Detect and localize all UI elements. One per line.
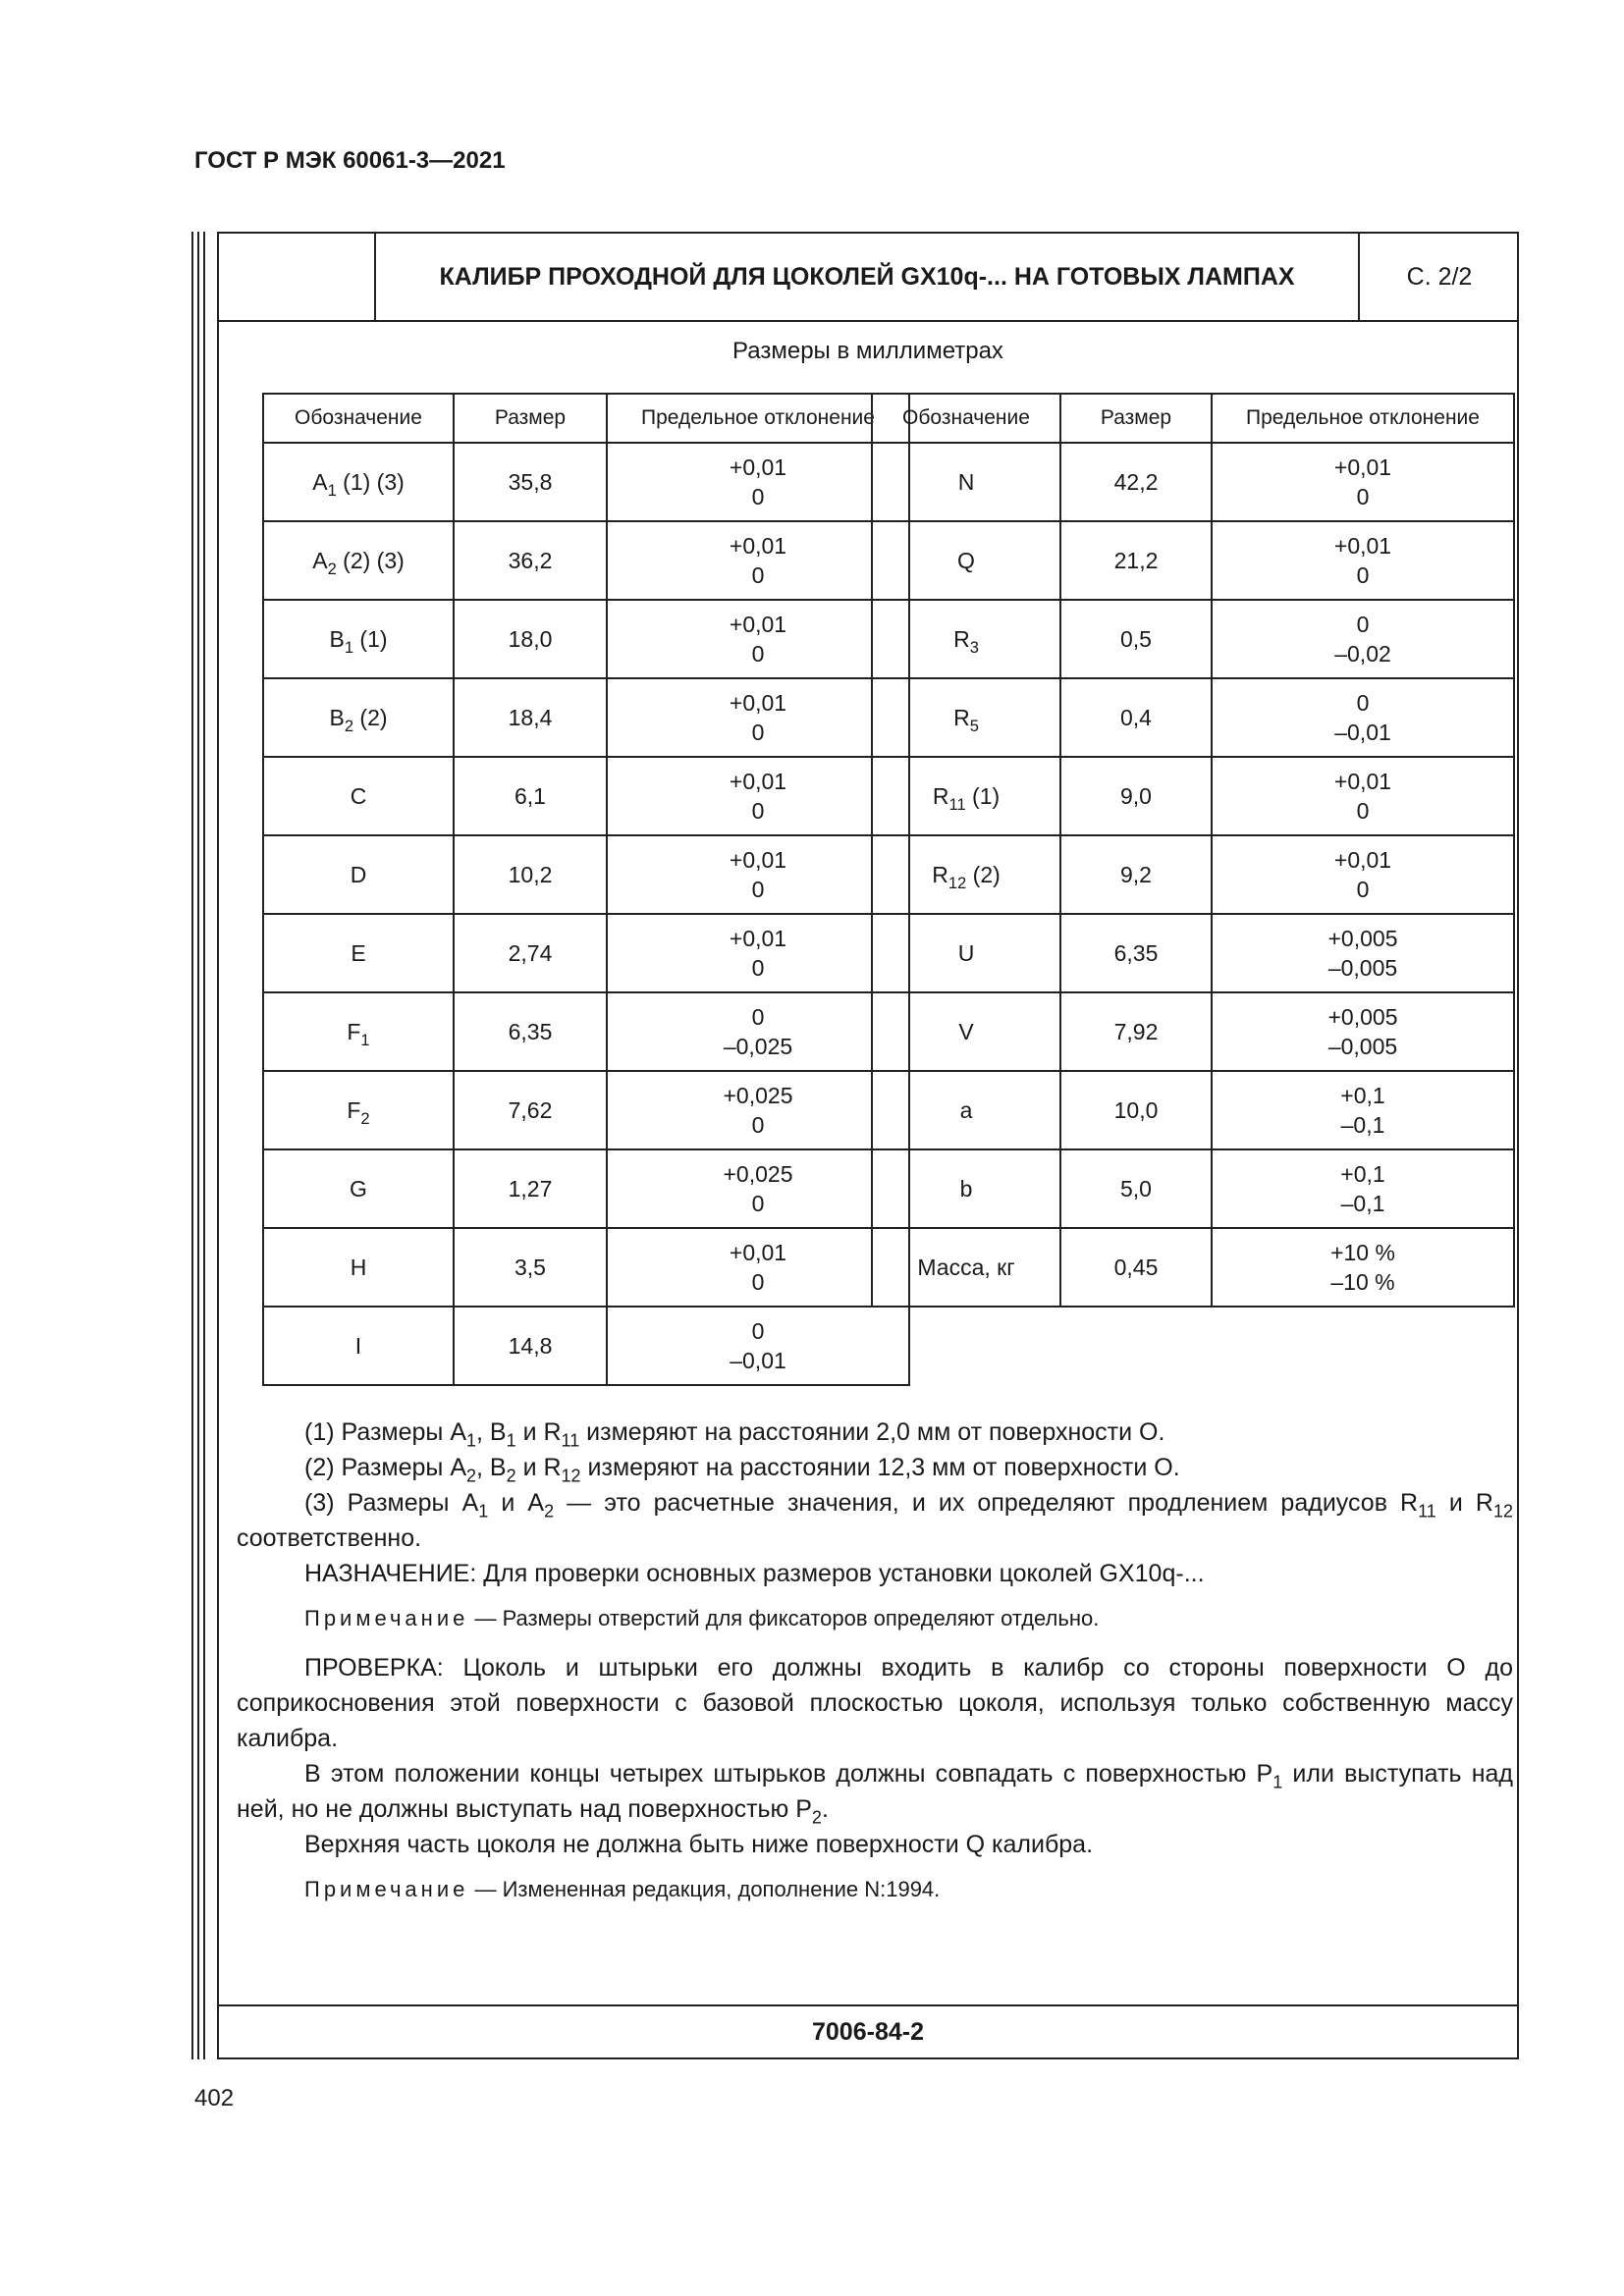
dimensions-table-right [871, 393, 1515, 1308]
deviation-cell [607, 443, 909, 521]
designation-cell: I [263, 1307, 454, 1385]
note-2: Примечание — Измененная редакция, дополнение N:1994. [304, 1877, 941, 1901]
deviation-upper: +0,1 [1340, 1083, 1385, 1108]
deviation-lower: 0 [751, 877, 765, 902]
deviation-upper: 0 [1356, 690, 1370, 716]
table-row [872, 1149, 1514, 1228]
deviation-cell [1212, 678, 1514, 757]
check-text: ПРОВЕРКА: Цоколь и штырьки его должны входить в калибр со стороны поверхности O до соприкосновения этой поверхности с базовой плоскостью цоколя, используя только собственную массу калибра. [237, 1654, 1513, 1752]
deviation-upper: +10 % [1330, 1240, 1395, 1265]
deviation-upper: +0,01 [1333, 454, 1392, 480]
size-cell: 9,2 [1060, 835, 1212, 914]
deviation-upper: +0,01 [729, 847, 787, 873]
table-row [263, 1071, 909, 1149]
deviation-lower: 0 [1356, 484, 1370, 509]
deviation-lower: –0,01 [730, 1348, 786, 1373]
deviation-upper: +0,01 [729, 612, 787, 637]
deviation-cell [607, 1228, 909, 1307]
table-row [872, 678, 1514, 757]
table-row [872, 521, 1514, 600]
size-cell: 10,0 [1060, 1071, 1212, 1149]
position-text: В этом положении концы четырех штырьков должны совпадать с поверхностью $P_1$ или выступать над ней, но не должны выступать над поверхностью $P_2$. [237, 1760, 1514, 1828]
size-cell: 6,35 [1060, 914, 1212, 992]
deviation-upper: +0,01 [729, 454, 787, 480]
notes-block [237, 1415, 1513, 1921]
designation-cell: D [263, 835, 454, 914]
designation-cell: N [872, 443, 1060, 521]
deviation-upper: +0,01 [1333, 769, 1392, 794]
deviation-upper: +0,01 [729, 690, 787, 716]
deviation-cell [607, 757, 909, 835]
title-block [219, 234, 1517, 322]
header-designation: Обозначение [872, 394, 1060, 443]
designation-cell: C [263, 757, 454, 835]
deviation-cell [607, 835, 909, 914]
designation-cell: $R_{11}$ (1) [872, 757, 1060, 835]
table-row [263, 600, 909, 678]
designation-cell: b [872, 1149, 1060, 1228]
table-row [872, 600, 1514, 678]
deviation-cell [607, 914, 909, 992]
deviation-cell [1212, 757, 1514, 835]
header-designation: Обозначение [263, 394, 454, 443]
sheet-title: КАЛИБР ПРОХОДНОЙ ДЛЯ ЦОКОЛЕЙ GX10q-... НА ГОТОВЫХ ЛАМПАХ [376, 234, 1360, 320]
sheet-code: 7006-84-2 [219, 2004, 1517, 2057]
size-cell: 21,2 [1060, 521, 1212, 600]
document-header: ГОСТ Р МЭК 60061-3—2021 [194, 147, 506, 174]
header-size: Размер [1060, 394, 1212, 443]
deviation-lower: 0 [751, 562, 765, 588]
deviation-upper: +0,005 [1327, 1004, 1398, 1030]
deviation-upper: +0,01 [729, 926, 787, 951]
deviation-cell [607, 1307, 909, 1385]
size-cell: 6,1 [454, 757, 607, 835]
note-1: Примечание — Размеры отверстий для фиксаторов определяют отдельно. [304, 1606, 1100, 1630]
table-row [263, 678, 909, 757]
deviation-upper: 0 [751, 1004, 765, 1030]
table-row [872, 1071, 1514, 1149]
deviation-cell [607, 521, 909, 600]
deviation-cell [607, 992, 909, 1071]
designation-cell: $A_2$ (2) (3) [263, 521, 454, 600]
size-cell: 5,0 [1060, 1149, 1212, 1228]
deviation-lower: –0,01 [1334, 720, 1391, 745]
designation-cell: $F_2$ [263, 1071, 454, 1149]
designation-cell: $F_1$ [263, 992, 454, 1071]
table-row [872, 914, 1514, 992]
header-deviation: Предельное отклонение [1212, 394, 1514, 443]
deviation-lower: 0 [751, 641, 765, 667]
deviation-lower: 0 [1356, 562, 1370, 588]
footnote-1: (1) Размеры $A_1$, $B_1$ и $R_{11}$ измеряют на расстоянии 2,0 мм от поверхности O. [304, 1418, 1165, 1451]
table-row [263, 1149, 909, 1228]
deviation-lower: –10 % [1330, 1269, 1395, 1295]
designation-cell: $R_5$ [872, 678, 1060, 757]
deviation-cell [1212, 1228, 1514, 1307]
size-cell: 7,62 [454, 1071, 607, 1149]
size-cell: 1,27 [454, 1149, 607, 1228]
table-row [263, 835, 909, 914]
designation-cell: H [263, 1228, 454, 1307]
size-cell: 3,5 [454, 1228, 607, 1307]
footnote-2: (2) Размеры $A_2$, $B_2$ и $R_{12}$ измеряют на расстоянии 12,3 мм от поверхности O. [304, 1454, 1180, 1486]
designation-cell: G [263, 1149, 454, 1228]
margin-line [191, 232, 193, 2059]
dimensions-table-left [262, 393, 910, 1386]
deviation-lower: 0 [751, 1112, 765, 1138]
deviation-lower: –0,005 [1327, 1034, 1398, 1059]
deviation-lower: 0 [751, 798, 765, 824]
size-cell: 35,8 [454, 443, 607, 521]
deviation-lower: –0,1 [1340, 1191, 1385, 1216]
deviation-upper: +0,1 [1340, 1161, 1385, 1187]
deviation-cell [1212, 1149, 1514, 1228]
deviation-lower: –0,02 [1334, 641, 1391, 667]
header-size: Размер [454, 394, 607, 443]
table-row [263, 1228, 909, 1307]
table-row [872, 992, 1514, 1071]
deviation-upper: +0,025 [723, 1083, 793, 1108]
deviation-lower: –0,025 [723, 1034, 793, 1059]
designation-cell: U [872, 914, 1060, 992]
designation-cell: E [263, 914, 454, 992]
designation-cell: $B_1$ (1) [263, 600, 454, 678]
deviation-lower: 0 [751, 484, 765, 509]
footnote-3: (3) Размеры $A_1$ и $A_2$ — это расчетные значения, и их определяют продлением радиусов $R_{11}$ и $R_{12}$ соответственно. [237, 1489, 1513, 1552]
deviation-lower: 0 [1356, 877, 1370, 902]
designation-cell: a [872, 1071, 1060, 1149]
margin-line [197, 232, 199, 2059]
table-row [263, 757, 909, 835]
size-cell: 10,2 [454, 835, 607, 914]
deviation-upper: 0 [751, 1318, 765, 1344]
designation-cell: V [872, 992, 1060, 1071]
deviation-lower: 0 [751, 1269, 765, 1295]
table-row [263, 521, 909, 600]
table-row [872, 443, 1514, 521]
deviation-cell [607, 1149, 909, 1228]
size-cell: 14,8 [454, 1307, 607, 1385]
table-row [263, 992, 909, 1071]
deviation-upper: 0 [1356, 612, 1370, 637]
table-row [872, 835, 1514, 914]
designation-cell: $R_{12}$ (2) [872, 835, 1060, 914]
table-row [872, 757, 1514, 835]
table-row [263, 914, 909, 992]
size-cell: 0,4 [1060, 678, 1212, 757]
designation-cell: $A_1$ (1) (3) [263, 443, 454, 521]
deviation-cell [1212, 1071, 1514, 1149]
size-cell: 0,5 [1060, 600, 1212, 678]
deviation-cell [607, 1071, 909, 1149]
deviation-lower: 0 [1356, 798, 1370, 824]
deviation-cell [1212, 521, 1514, 600]
page-number: 402 [194, 2085, 235, 2111]
deviation-upper: +0,01 [729, 1240, 787, 1265]
deviation-upper: +0,005 [1327, 926, 1398, 951]
sheet-number: С. 2/2 [1406, 262, 1473, 291]
table-row [263, 1307, 909, 1385]
deviation-cell [607, 678, 909, 757]
deviation-cell [1212, 600, 1514, 678]
deviation-lower: –0,1 [1340, 1112, 1385, 1138]
title-left-cell [219, 234, 376, 320]
deviation-lower: 0 [751, 720, 765, 745]
size-cell: 36,2 [454, 521, 607, 600]
top-part-text: Верхняя часть цоколя не должна быть ниже поверхности Q калибра. [304, 1831, 1094, 1858]
table-row [263, 443, 909, 521]
deviation-upper: +0,01 [729, 769, 787, 794]
deviation-cell [1212, 992, 1514, 1071]
deviation-cell [1212, 914, 1514, 992]
deviation-cell [607, 600, 909, 678]
deviation-lower: 0 [751, 1191, 765, 1216]
deviation-upper: +0,01 [1333, 533, 1392, 559]
dimensions-caption: Размеры в миллиметрах [732, 338, 1003, 364]
size-cell: 7,92 [1060, 992, 1212, 1071]
size-cell: 18,0 [454, 600, 607, 678]
deviation-upper: +0,01 [1333, 847, 1392, 873]
size-cell: 2,74 [454, 914, 607, 992]
size-cell: 42,2 [1060, 443, 1212, 521]
size-cell: 6,35 [454, 992, 607, 1071]
deviation-cell [1212, 443, 1514, 521]
table-row [872, 1228, 1514, 1307]
size-cell: 0,45 [1060, 1228, 1212, 1307]
size-cell: 18,4 [454, 678, 607, 757]
size-cell: 9,0 [1060, 757, 1212, 835]
deviation-upper: +0,01 [729, 533, 787, 559]
designation-cell: $B_2$ (2) [263, 678, 454, 757]
deviation-lower: 0 [751, 955, 765, 981]
deviation-lower: –0,005 [1327, 955, 1398, 981]
sheet-frame [217, 232, 1519, 2059]
designation-cell: Q [872, 521, 1060, 600]
purpose-text: НАЗНАЧЕНИЕ: Для проверки основных размеров установки цоколей GX10q-... [304, 1560, 1205, 1587]
deviation-upper: +0,025 [723, 1161, 793, 1187]
deviation-cell [1212, 835, 1514, 914]
designation-cell: $R_3$ [872, 600, 1060, 678]
header-deviation: Предельное отклонение [607, 394, 909, 443]
designation-cell: Масса, кг [872, 1228, 1060, 1307]
margin-line [203, 232, 205, 2059]
